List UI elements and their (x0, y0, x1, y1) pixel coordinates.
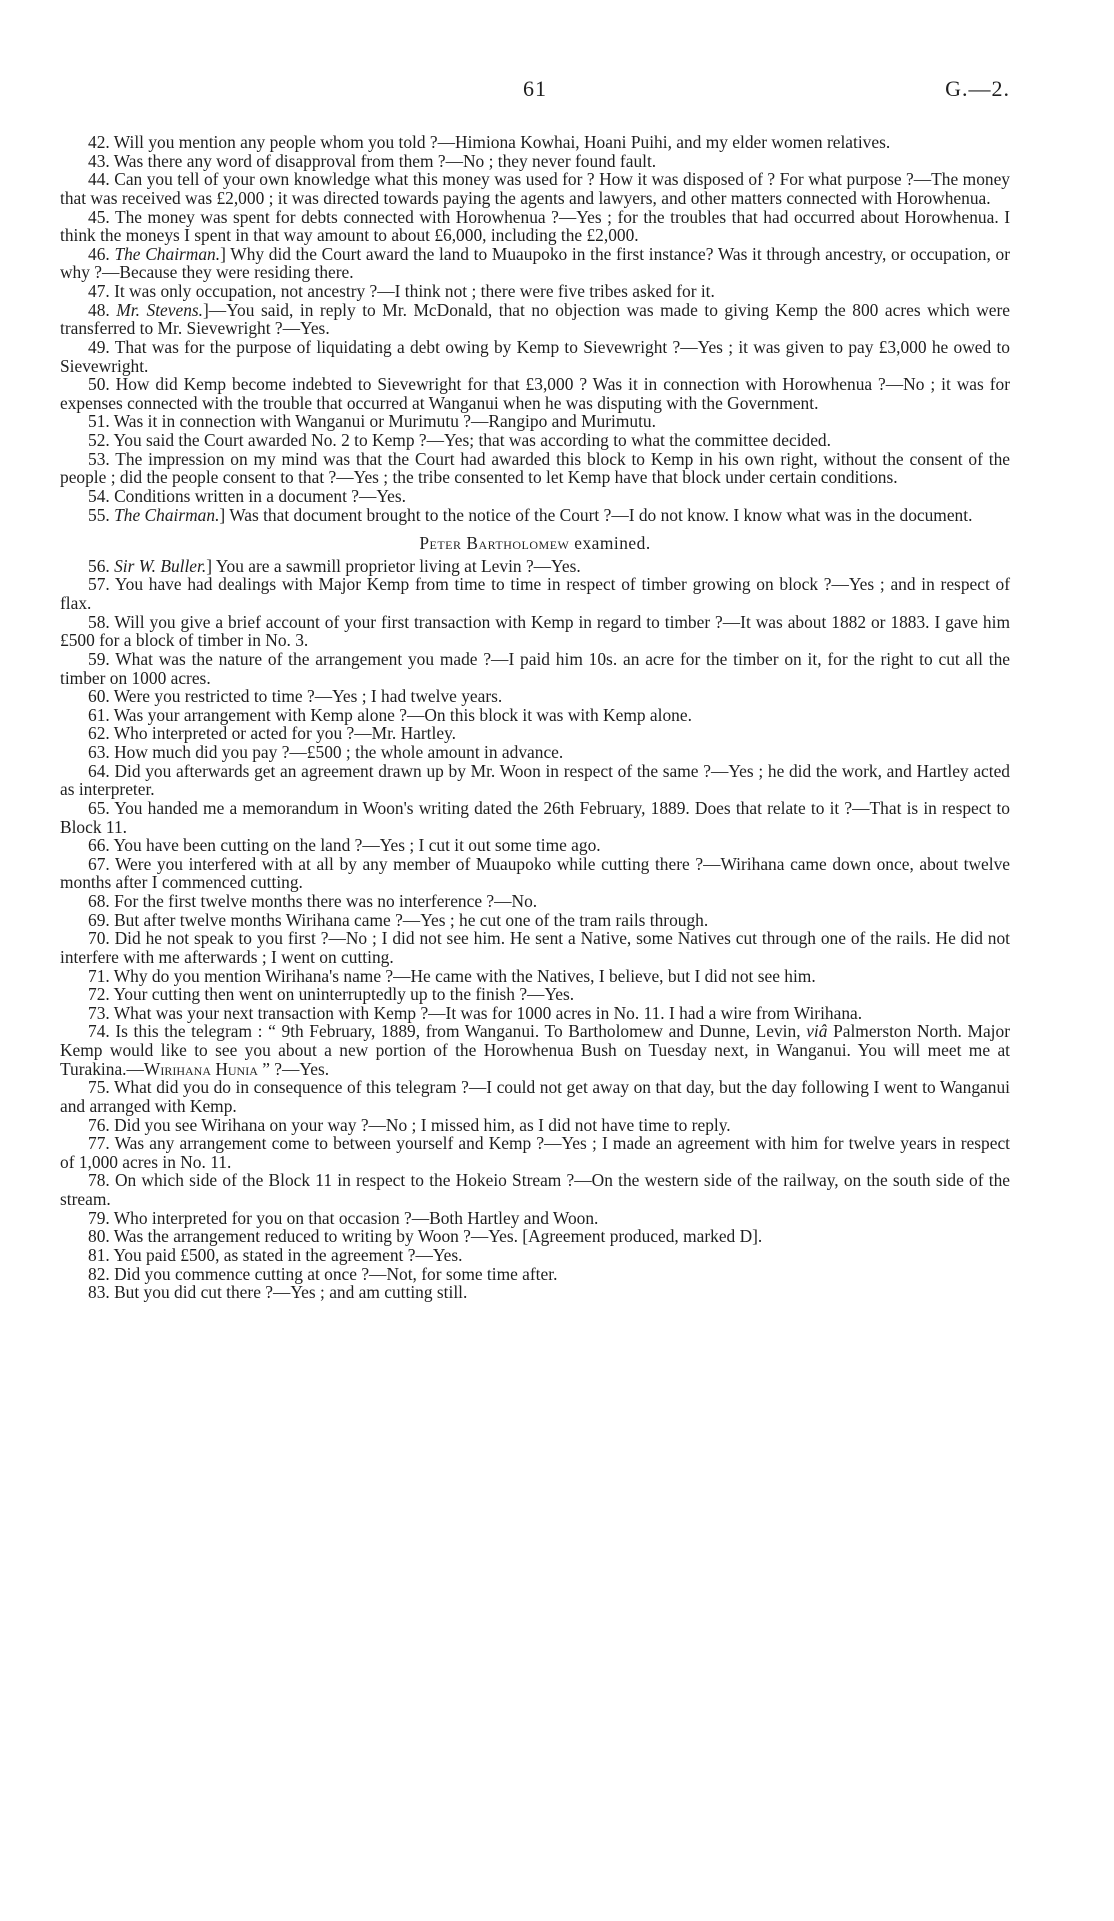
paragraph-text: 64. Did you afterwards get an agreement drawn up by Mr. Woon in respect of the same ?—Yes ; he did the work, and Hartley acted as interpreter. (60, 760, 1010, 800)
paragraph-text: ] Why did the Court award the land to Muaupoko in the first instance? Was it through ancestry, or occupation, or why ?—Because they were residing there. (60, 243, 1011, 283)
paragraph-text: Palmerston North. Major Kemp would like to see you about a new portion of the Horowhenua Bush on Tuesday next, in Wanganui. You will meet me at Turakina.— (60, 1021, 1010, 1079)
paragraph-text: 83. But you did cut there ?—Yes ; and am cutting still. (88, 1282, 468, 1303)
paragraph-text: 78. On which side of the Block 11 in respect to the Hokeio Stream ?—On the western side of the railway, on the south side of the stream. (60, 1170, 1010, 1209)
paragraph-text: 77. Was any arrangement come to between yourself and Kemp ?—Yes ; I made an agreement with him for twelve years in respect of 1,000 acres in No. 11. (60, 1133, 1010, 1172)
paragraph-text: 57. You have had dealings with Major Kemp from time to time in respect of timber growing on block ?—Yes ; and in respect of flax. (60, 574, 1010, 613)
paragraph-text: 49. That was for the purpose of liquidating a debt owing by Kemp to Sievewright ?—Yes ; it was given to pay £3,000 he owed to Sievewright. (60, 336, 1010, 376)
paragraph-text: 66. You have been cutting on the land ?—Yes ; I cut it out some time ago. (88, 835, 601, 856)
testimony-paragraph (60, 1004, 1010, 1023)
testimony-paragraph (60, 929, 1010, 966)
paragraph-text: 79. Who interpreted for you on that occasion ?—Both Hartley and Woon. (88, 1207, 599, 1228)
paragraph-text: 72. Your cutting then went on uninterruptedly up to the finish ?—Yes. (88, 984, 575, 1005)
paragraph-text: 68. For the first twelve months there was no interference ?—No. (88, 891, 538, 911)
testimony-paragraph (60, 375, 1010, 412)
testimony-paragraph (60, 911, 1010, 930)
testimony-paragraph (60, 133, 1010, 152)
paragraph-text: 60. Were you restricted to time ?—Yes ; I had twelve years. (88, 686, 503, 707)
testimony-paragraph (60, 208, 1010, 245)
italic-text: Mr. Stevens. (116, 299, 204, 320)
testimony-paragraph (60, 506, 1010, 525)
paragraph-text: ] You are a sawmill proprietor living at Levin ?—Yes. (206, 555, 581, 576)
paragraph-text: 67. Were you interfered with at all by any member of Muaupoko while cutting there ?—Wirihana came down once, about twelve months after I commenced cutting. (60, 853, 1010, 893)
testimony-paragraph (60, 1171, 1010, 1208)
paragraph-text: 61. Was your arrangement with Kemp alone ?—On this block it was with Kemp alone. (88, 704, 692, 725)
italic-text: viâ (806, 1021, 828, 1042)
testimony-paragraph (60, 762, 1010, 799)
paragraph-text: 47. It was only occupation, not ancestry ?—I think not ; there were five tribes asked for it. (88, 281, 715, 301)
testimony-paragraph (60, 687, 1010, 706)
paragraph-text: 62. Who interpreted or acted for you ?—Mr. Hartley. (88, 723, 456, 744)
testimony-paragraph (60, 892, 1010, 911)
italic-text: The Chairman. (114, 243, 221, 264)
testimony-paragraph (60, 1134, 1010, 1171)
small-caps-text: Peter Bartholomew (419, 533, 570, 554)
document-body (60, 133, 1010, 1302)
testimony-paragraph (60, 412, 1010, 431)
testimony-paragraph (60, 743, 1010, 762)
paragraph-text: 59. What was the nature of the arrangement you made ?—I paid him 10s. an acre for the timber on it, for the right to cut all the timber on 1000 acres. (60, 648, 1010, 688)
paragraph-text: 58. Will you give a brief account of your first transaction with Kemp in regard to timber ?—It was about 1882 or 1883. I gave him £500 for a block of timber in No. 3. (60, 611, 1010, 651)
paragraph-text: 53. The impression on my mind was that the Court had awarded this block to Kemp in his own right, without the consent of the people ; did the people consent to that ?—Yes ; the tribe consented to let Kemp have that block under certain conditions. (60, 448, 1010, 488)
testimony-paragraph (60, 799, 1010, 836)
paragraph-text: 45. The money was spent for debts connected with Horowhenua ?—Yes ; for the troubles that had occurred about Horowhenua. I think the moneys I spent in that way amount to about £6,000, including the £2,000. (60, 206, 1010, 246)
paragraph-text: 43. Was there any word of disapproval from them ?—No ; they never found fault. (88, 150, 657, 171)
small-caps-text: Wirihana Hunia (143, 1058, 258, 1079)
paragraph-text: 44. Can you tell of your own knowledge what this money was used for ? How it was disposed of ? For what purpose ?—The money that was received was £2,000 ; it was directed towards paying the agents and lawyers, and other matters connected with Horowhenua. (60, 169, 1010, 208)
testimony-paragraph (60, 836, 1010, 855)
paragraph-text: 52. You said the Court awarded No. 2 to Kemp ?—Yes; that was according to what the committee decided. (88, 430, 831, 450)
paragraph-text: 76. Did you see Wirihana on your way ?—No ; I missed him, as I did not have time to reply. (88, 1114, 731, 1135)
testimony-paragraph (60, 450, 1010, 487)
testimony-paragraph (60, 557, 1010, 576)
paragraph-text: 42. Will you mention any people whom you told ?—Himiona Kowhai, Hoani Puihi, and my elder women relatives. (88, 132, 891, 152)
paragraph-text: 51. Was it in connection with Wanganui or Murimutu ?—Rangipo and Murimutu. (88, 411, 656, 432)
page-number: 61 (523, 76, 547, 101)
testimony-paragraph (60, 1209, 1010, 1228)
paragraph-text: 70. Did he not speak to you first ?—No ; I did not see him. He sent a Native, some Natives cut through one of the rails. He did not interfere with me afterwards ; I went on cutting. (60, 928, 1010, 967)
section-heading (60, 534, 1010, 553)
testimony-paragraph (60, 170, 1010, 207)
testimony-paragraph (60, 967, 1010, 986)
italic-text: Sir W. Buller. (114, 555, 207, 576)
paragraph-text: 75. What did you do in consequence of this telegram ?—I could not get away on that day, but the day following I went to Wanganui and arranged with Kemp. (60, 1077, 1010, 1116)
testimony-paragraph (60, 575, 1010, 612)
testimony-paragraph (60, 487, 1010, 506)
paragraph-text: 54. Conditions written in a document ?—Yes. (88, 485, 407, 506)
paragraph-text: 74. Is this the telegram : “ 9th February, 1889, from Wanganui. To Bartholomew and Dunne, Levin, (88, 1021, 807, 1042)
testimony-paragraph (60, 650, 1010, 687)
paragraph-text: examined. (569, 533, 651, 554)
paragraph-text: 71. Why do you mention Wirihana's name ?—He came with the Natives, I believe, but I did not see him. (88, 965, 816, 986)
testimony-paragraph (60, 985, 1010, 1004)
paragraph-text: 80. Was the arrangement reduced to writing by Woon ?—Yes. [Agreement produced, marked D]. (88, 1226, 763, 1247)
paragraph-text: 56. (88, 555, 115, 576)
paragraph-text: 69. But after twelve months Wirihana came ?—Yes ; he cut one of the tram rails through. (88, 909, 709, 930)
paragraph-text: ] Was that document brought to the notice of the Court ?—I do not know. I know what was in the document. (219, 504, 973, 525)
paragraph-text: 46. (88, 243, 115, 264)
testimony-paragraph (60, 301, 1010, 338)
document-reference: G.—2. (945, 76, 1010, 101)
testimony-paragraph (60, 282, 1010, 301)
testimony-paragraph (60, 1283, 1010, 1302)
paragraph-text: 73. What was your next transaction with Kemp ?—It was for 1000 acres in No. 11. I had a wire from Wirihana. (88, 1002, 863, 1023)
testimony-paragraph (60, 855, 1010, 892)
testimony-paragraph (60, 1022, 1010, 1078)
testimony-paragraph (60, 706, 1010, 725)
paragraph-text: 50. How did Kemp become indebted to Sievewright for that £3,000 ? Was it in connection with Horowhenua ?—No ; it was for expenses connected with the trouble that occurred at Wanganui when he was disputing with the Government. (60, 374, 1010, 413)
testimony-paragraph (60, 338, 1010, 375)
paragraph-text: ” ?—Yes. (257, 1058, 330, 1079)
testimony-paragraph (60, 1265, 1010, 1284)
testimony-paragraph (60, 613, 1010, 650)
paragraph-text: 63. How much did you pay ?—£500 ; the whole amount in advance. (88, 742, 564, 762)
paragraph-text: 82. Did you commence cutting at once ?—Not, for some time after. (88, 1263, 558, 1284)
testimony-paragraph (60, 1116, 1010, 1135)
paragraph-text: 55. (88, 504, 115, 525)
paragraph-text: 81. You paid £500, as stated in the agreement ?—Yes. (88, 1244, 463, 1265)
paragraph-text: 65. You handed me a memorandum in Woon's writing dated the 26th February, 1889. Does that relate to it ?—That is in respect to Block 11. (60, 797, 1010, 837)
testimony-paragraph (60, 1227, 1010, 1246)
testimony-paragraph (60, 245, 1010, 282)
testimony-paragraph (60, 1246, 1010, 1265)
testimony-paragraph (60, 152, 1010, 171)
testimony-paragraph (60, 1078, 1010, 1115)
paragraph-text: 48. (88, 299, 117, 320)
testimony-paragraph (60, 431, 1010, 450)
paragraph-text: ]—You said, in reply to Mr. McDonald, that no objection was made to giving Kemp the 800 acres which were transferred to Mr. Sievewright ?—Yes. (60, 299, 1010, 339)
italic-text: The Chairman. (114, 504, 220, 525)
page-header (60, 76, 1010, 106)
testimony-paragraph (60, 724, 1010, 743)
